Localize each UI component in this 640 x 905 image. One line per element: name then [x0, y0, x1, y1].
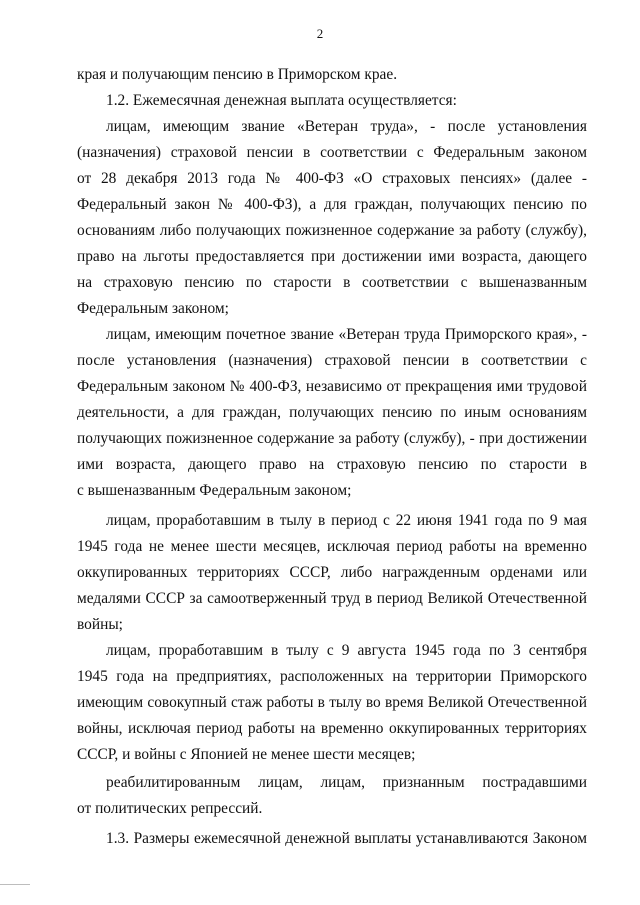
text-line: 1945 года на предприятиях, расположенных на территории Приморского [77, 668, 587, 685]
text-line: Федеральным законом № 400-ФЗ, независимо от прекращения ими трудовой [77, 378, 587, 395]
text-line: СССР, и войны с Японией не менее шести месяцев; [77, 746, 416, 763]
text-line: (назначения) страховой пенсии в соответствии с Федеральным законом [77, 144, 587, 161]
text-line: с вышеназванным Федеральным законом; [77, 482, 352, 499]
text-line: оккупированных территориях СССР, либо награжденным орденами или [77, 564, 587, 581]
text-line: основаниям либо получающих пожизненное содержание за работу (службу), [77, 222, 587, 239]
paragraph-first-line: реабилитированным лицам, лицам, признанным пострадавшими [106, 774, 587, 791]
text-line: Федеральным законом; [77, 300, 229, 317]
text-line: получающих пожизненное содержание за работу (службу), - при достижении [77, 430, 587, 447]
page-number: 2 [316, 26, 324, 41]
paragraph-first-line: лицам, имеющим звание «Ветеран труда», - после установления [106, 118, 587, 135]
text-line: право на льготы предоставляется при достижении ими возраста, дающего [77, 248, 587, 265]
text-line: деятельности, а для граждан, получающих пенсию по иным основаниям [77, 404, 587, 421]
paragraph-first-line: лицам, проработавшим в тылу с 9 августа 1945 года по 3 сентября [106, 642, 587, 659]
paragraph-first-line: лицам, проработавшим в тылу в период с 22 июня 1941 года по 9 мая [106, 512, 587, 529]
section-heading: 1.2. Ежемесячная денежная выплата осуществляется: [106, 92, 457, 109]
text-line: края и получающим пенсию в Приморском крае. [77, 66, 398, 83]
text-line: от 28 декабря 2013 года № 400-ФЗ «О страховых пенсиях» (далее - [77, 170, 587, 187]
scan-edge-mark [0, 884, 30, 885]
text-line: 1945 года не менее шести месяцев, исключая период работы на временно [77, 538, 587, 555]
text-line: имеющим совокупный стаж работы в тылу во время Великой Отечественной [77, 694, 587, 711]
section-heading: 1.3. Размеры ежемесячной денежной выплаты устанавливаются Законом [106, 830, 587, 847]
text-line: на страховую пенсию по старости в соответствии с вышеназванным [77, 274, 587, 291]
text-line: медалями СССР за самоотверженный труд в период Великой Отечественной [77, 590, 587, 607]
paragraph-first-line: лицам, имеющим почетное звание «Ветеран труда Приморского края», - [106, 326, 587, 343]
text-line: Федеральный закон № 400-ФЗ), а для граждан, получающих пенсию по [77, 196, 587, 213]
text-line: ими возраста, дающего право на страховую пенсию по старости в [77, 456, 587, 473]
text-line: от политических репрессий. [77, 800, 263, 817]
text-line: войны, исключая период работы на временно оккупированных территориях [77, 720, 587, 737]
text-line: войны; [77, 616, 123, 633]
text-line: после установления (назначения) страховой пенсии в соответствии с [77, 352, 587, 369]
